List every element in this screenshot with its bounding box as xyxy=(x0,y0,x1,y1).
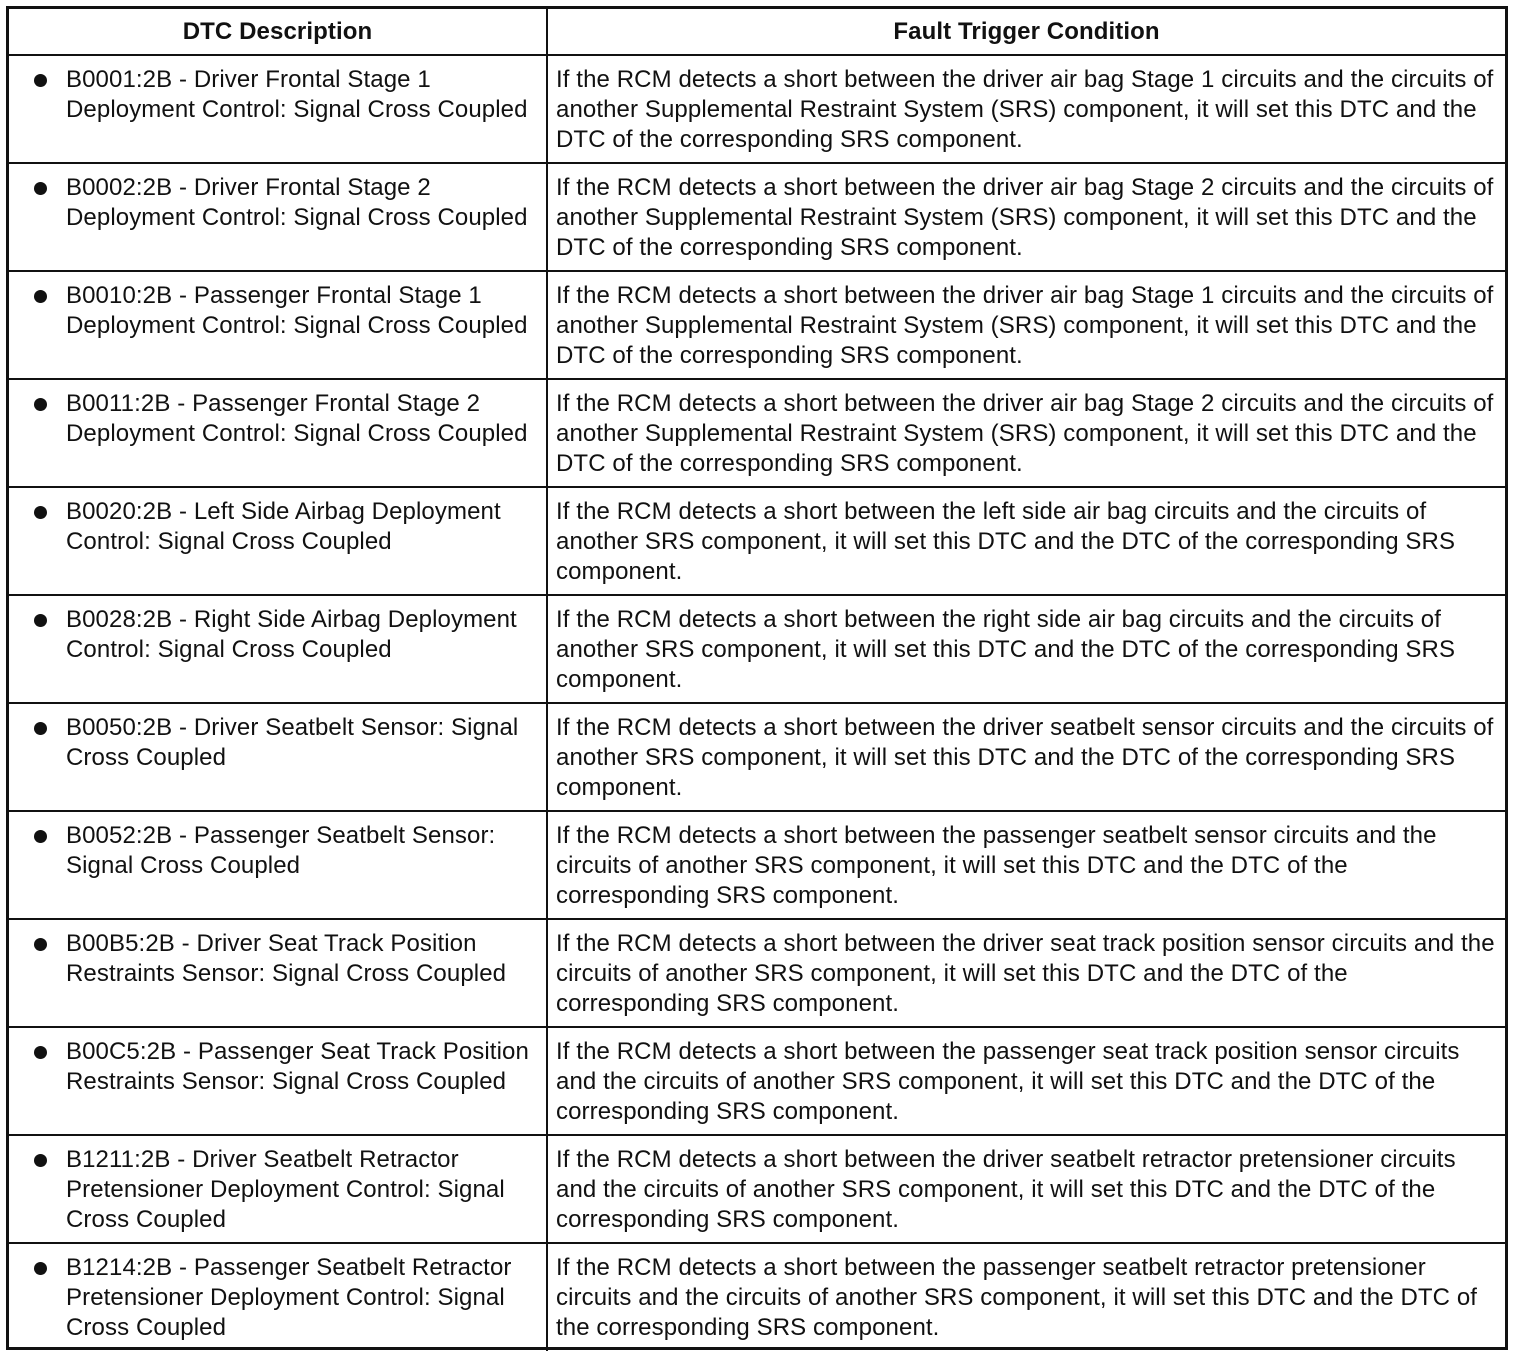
dtc-description-cell xyxy=(9,55,547,163)
fault-trigger-condition-text: If the RCM detects a short between the driver seatbelt retractor pretensioner circuits and the circuits of another SRS component, it will set this DTC and the DTC of the corresponding SRS component. xyxy=(547,1135,1505,1243)
dtc-description-item xyxy=(17,173,538,233)
fault-trigger-condition-text: If the RCM detects a short between the passenger seatbelt sensor circuits and the circuits of another SRS component, it will set this DTC and the DTC of the corresponding SRS component. xyxy=(547,811,1505,919)
fault-trigger-condition-text: If the RCM detects a short between the passenger seat track position sensor circuits and the circuits of another SRS component, it will set this DTC and the DTC of the corresponding SRS component. xyxy=(547,1027,1505,1135)
dtc-description-item xyxy=(17,497,538,557)
dtc-description-text: B00C5:2B - Passenger Seat Track Position Restraints Sensor: Signal Cross Coupled xyxy=(66,1038,529,1095)
bullet-icon xyxy=(34,398,47,411)
bullet-icon xyxy=(34,1262,47,1275)
fault-trigger-condition-text: If the RCM detects a short between the driver air bag Stage 1 circuits and the circuits of another Supplemental Restraint System (SRS) component, it will set this DTC and the DTC of the corresponding SRS component. xyxy=(547,55,1505,163)
table-row xyxy=(9,487,1505,595)
bullet-icon xyxy=(34,722,47,735)
dtc-description-cell xyxy=(9,919,547,1027)
dtc-description-text: B00B5:2B - Driver Seat Track Position Restraints Sensor: Signal Cross Coupled xyxy=(66,930,507,987)
bullet-icon xyxy=(34,290,47,303)
table-row xyxy=(9,271,1505,379)
dtc-description-cell xyxy=(9,811,547,919)
dtc-description-text: B1214:2B - Passenger Seatbelt Retractor Pretensioner Deployment Control: Signal Cross Coupled xyxy=(66,1254,512,1341)
dtc-description-item xyxy=(17,1145,538,1235)
dtc-description-cell xyxy=(9,703,547,811)
fault-trigger-condition-text: If the RCM detects a short between the left side air bag circuits and the circuits of another SRS component, it will set this DTC and the DTC of the corresponding SRS component. xyxy=(547,487,1505,595)
fault-trigger-condition-text: If the RCM detects a short between the passenger seatbelt retractor pretensioner circuits and the circuits of another SRS component, it will set this DTC and the DTC of the corresponding SRS component. xyxy=(547,1243,1505,1351)
dtc-description-cell xyxy=(9,1027,547,1135)
dtc-description-item xyxy=(17,1253,538,1343)
dtc-description-text: B0001:2B - Driver Frontal Stage 1 Deployment Control: Signal Cross Coupled xyxy=(66,66,528,123)
bullet-icon xyxy=(34,830,47,843)
fault-trigger-condition-text: If the RCM detects a short between the driver seatbelt sensor circuits and the circuits of another SRS component, it will set this DTC and the DTC of the corresponding SRS component. xyxy=(547,703,1505,811)
dtc-description-text: B0002:2B - Driver Frontal Stage 2 Deployment Control: Signal Cross Coupled xyxy=(66,174,528,231)
dtc-description-text: B0011:2B - Passenger Frontal Stage 2 Deployment Control: Signal Cross Coupled xyxy=(66,390,528,447)
dtc-table-container xyxy=(6,6,1508,1350)
bullet-icon xyxy=(34,506,47,519)
bullet-icon xyxy=(34,74,47,87)
table-row xyxy=(9,1243,1505,1351)
fault-trigger-condition-text: If the RCM detects a short between the driver air bag Stage 2 circuits and the circuits of another Supplemental Restraint System (SRS) component, it will set this DTC and the DTC of the corresponding SRS component. xyxy=(547,379,1505,487)
dtc-description-text: B0052:2B - Passenger Seatbelt Sensor: Signal Cross Coupled xyxy=(66,822,496,879)
dtc-description-text: B0010:2B - Passenger Frontal Stage 1 Deployment Control: Signal Cross Coupled xyxy=(66,282,528,339)
bullet-icon xyxy=(34,182,47,195)
dtc-description-cell xyxy=(9,163,547,271)
table-row xyxy=(9,163,1505,271)
table-row xyxy=(9,811,1505,919)
dtc-description-item xyxy=(17,821,538,881)
fault-trigger-condition-text: If the RCM detects a short between the driver seat track position sensor circuits and the circuits of another SRS component, it will set this DTC and the DTC of the corresponding SRS component. xyxy=(547,919,1505,1027)
fault-trigger-condition-text: If the RCM detects a short between the right side air bag circuits and the circuits of another SRS component, it will set this DTC and the DTC of the corresponding SRS component. xyxy=(547,595,1505,703)
header-dtc-description: DTC Description xyxy=(9,9,547,55)
table-header-row xyxy=(9,9,1505,55)
bullet-icon xyxy=(34,614,47,627)
table-row xyxy=(9,919,1505,1027)
table-row xyxy=(9,379,1505,487)
dtc-description-cell xyxy=(9,271,547,379)
dtc-description-item xyxy=(17,281,538,341)
table-body xyxy=(9,55,1505,1351)
dtc-description-item xyxy=(17,1037,538,1097)
dtc-description-item xyxy=(17,713,538,773)
bullet-icon xyxy=(34,938,47,951)
dtc-description-text: B0028:2B - Right Side Airbag Deployment Control: Signal Cross Coupled xyxy=(66,606,517,663)
dtc-description-text: B0050:2B - Driver Seatbelt Sensor: Signal Cross Coupled xyxy=(66,714,519,771)
dtc-description-cell xyxy=(9,487,547,595)
table-row xyxy=(9,1027,1505,1135)
dtc-description-item xyxy=(17,65,538,125)
dtc-description-item xyxy=(17,389,538,449)
fault-trigger-condition-text: If the RCM detects a short between the driver air bag Stage 2 circuits and the circuits of another Supplemental Restraint System (SRS) component, it will set this DTC and the DTC of the corresponding SRS component. xyxy=(547,163,1505,271)
dtc-description-item xyxy=(17,929,538,989)
table-row xyxy=(9,55,1505,163)
dtc-description-cell xyxy=(9,379,547,487)
dtc-description-text: B0020:2B - Left Side Airbag Deployment Control: Signal Cross Coupled xyxy=(66,498,501,555)
dtc-description-cell xyxy=(9,1243,547,1351)
table-row xyxy=(9,1135,1505,1243)
bullet-icon xyxy=(34,1154,47,1167)
dtc-description-cell xyxy=(9,595,547,703)
table-row xyxy=(9,703,1505,811)
header-fault-trigger-condition: Fault Trigger Condition xyxy=(547,9,1505,55)
table-row xyxy=(9,595,1505,703)
dtc-description-item xyxy=(17,605,538,665)
dtc-description-text: B1211:2B - Driver Seatbelt Retractor Pretensioner Deployment Control: Signal Cross Coupled xyxy=(66,1146,505,1233)
bullet-icon xyxy=(34,1046,47,1059)
fault-trigger-condition-text: If the RCM detects a short between the driver air bag Stage 1 circuits and the circuits of another Supplemental Restraint System (SRS) component, it will set this DTC and the DTC of the corresponding SRS component. xyxy=(547,271,1505,379)
dtc-table xyxy=(9,9,1505,1351)
dtc-description-cell xyxy=(9,1135,547,1243)
